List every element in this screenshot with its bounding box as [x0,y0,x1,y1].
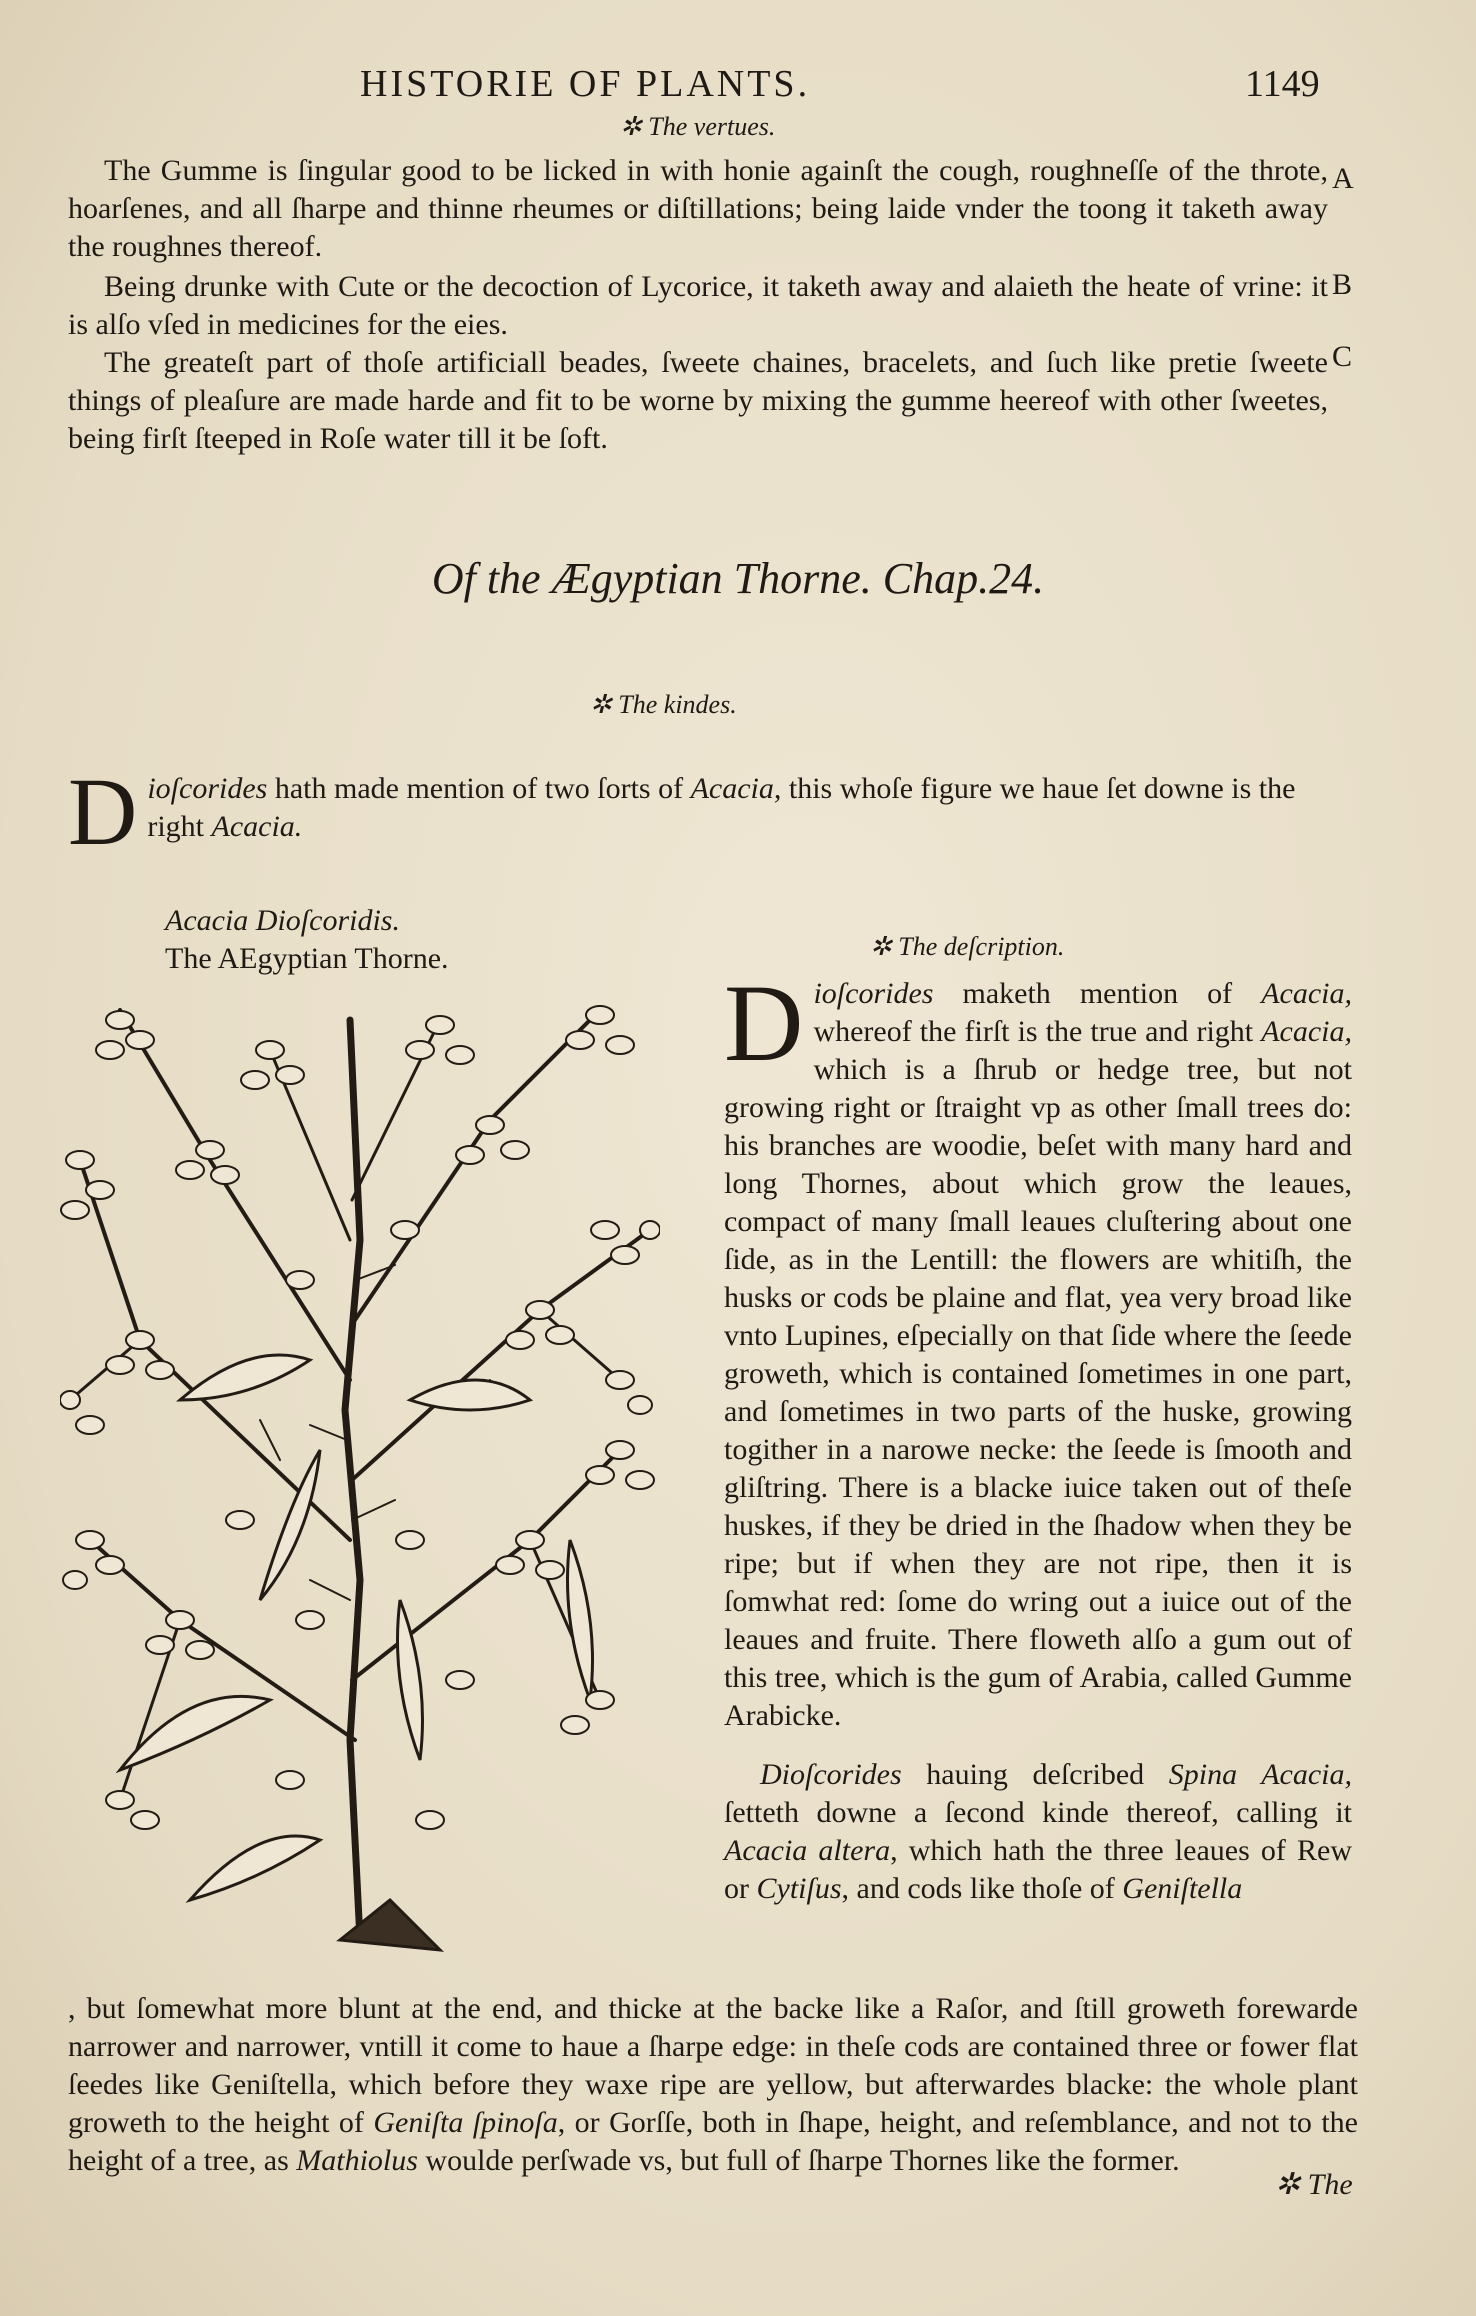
drop-cap-description: D [724,962,804,1084]
page-number: 1149 [1245,63,1320,105]
acacia-woodcut-illustration [60,980,660,1960]
margin-letter-c: C [1332,340,1353,373]
section-heading-vertues: ✲ The vertues. [620,112,776,141]
figure-caption [165,902,449,978]
description-second-paragraph-start: Dioſcorides hauing deſcribed Spina Acacia, ſetteth downe a ſecond kinde thereof, calling it Acacia altera, which hath the three leaues of Rew or Cytiſus, and cods like thoſe of Geniſtella [724,1758,1353,1905]
caption-latin: Acacia Dioſcoridis. [165,904,400,937]
vertue-paragraph-c: The greateſt part of thoſe artificiall beades, ſweete chaines, bracelets, and ſuch like pretie ſweete things of pleaſure are made harde and fit to be worne by mixing the gumme heereof with other ſweetes, being firſt ſteeped in Roſe water till it be ſoft. [68,346,1328,455]
margin-letter-b: B [1332,268,1353,301]
vertue-paragraph-b: Being drunke with Cute or the decoction of Lycorice, it taketh away and alaieth the heate of vrine: it is alſo vſed in medicines for the eies. [68,270,1328,341]
drop-cap: D [68,758,138,865]
caption-english: The AEgyptian Thorne. [165,942,449,975]
vertues-text [68,152,1328,462]
chapter-title: Of the Ægyptian Thorne. Chap.24. [431,554,1045,603]
section-heading-description: ✲ The deſcription. [870,932,1065,961]
running-head: HISTORIE OF PLANTS. [360,63,811,105]
description-continuation: , but ſomewhat more blunt at the end, and thicke at the backe like a Raſor, and ſtill groweth forewarde narrower and narrower, vntill it come to haue a ſharpe edge: in theſe cods are contained three or fower flat ſeedes like Geniſtella, which before they waxe ripe are yellow, but afterwardes blacke: the whole plant groweth to the height of Geniſta ſpinoſa, or Gorſſe, both in ſhape, height, and reſemblance, and not to the height of a tree, as Mathiolus woulde perſwade vs, but full of ſharpe Thornes like the former. [68,1992,1358,2177]
margin-letter-a: A [1332,162,1354,195]
kindes-paragraph: D ioſcorides hath made mention of two ſorts of Acacia, this whoſe figure we haue ſet downe is the right Acacia. [68,758,1296,865]
catchword: ✲ The [1275,2168,1353,2201]
description-right-column: D ioſcorides maketh mention of Acacia, whereof the firſt is the true and right Acacia, which is a ſhrub or hedge tree, but not growing right or ſtraight vp as other ſmall trees do: his branches are woodie, beſet with many hard and long Thornes, about which grow the leaues, compact of many ſmall leaues cluſtering about one ſide, as in the Lentill: the flowers are whitiſh, the husks or cods be plaine and flat, yea very broad like vnto Lupines, eſpecially on that ſide where the ſeede groweth, which is contained ſometimes in one part, and ſometimes in two parts of the huske, growing togither in a narowe necke: the ſeede is ſmooth and gliſtring. There is a blacke iuice taken out of theſe huskes, if they be dried in the ſhadow when they be ripe; but if when they are not ripe, then it is ſomwhat red: ſome do wring out a iuice out of the leaues and fruite. There floweth alſo a gum out of this tree, which is the gum of Arabia, called Gumme Arabicke. [724,962,1352,1732]
vertue-paragraph-a: The Gumme is ſingular good to be licked in with honie againſt the cough, roughneſſe of the throte, hoarſenes, and all ſharpe and thinne rheumes or diſtillations; being laide vnder the toong it taketh away the roughnes thereof. [68,154,1328,263]
section-heading-kindes: ✲ The kindes. [590,690,737,719]
